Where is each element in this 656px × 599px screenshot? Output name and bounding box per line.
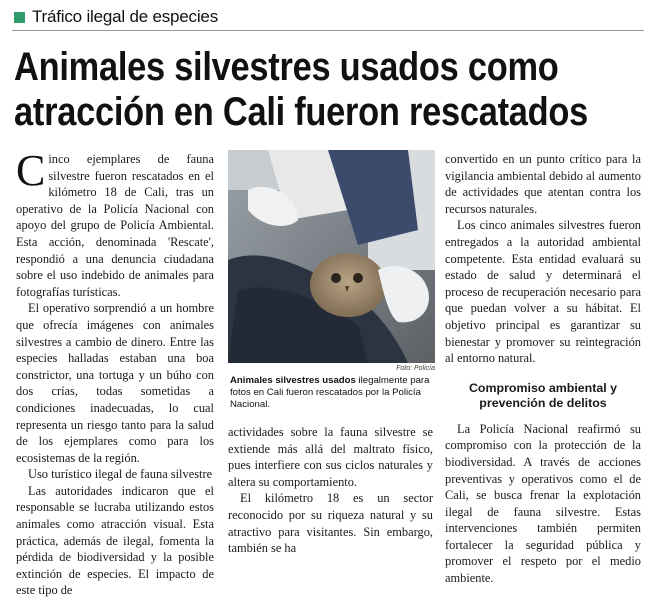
article-column-3 [445, 151, 641, 587]
drop-cap: C [16, 146, 46, 195]
paragraph-7: convertido en un punto crítico para la vigilancia ambiental debido al aumento de actividades que atentan contra los recursos naturales. [445, 152, 641, 216]
photo-credit: Foto: Policía [396, 365, 435, 372]
paragraph-1: inco ejemplares de fauna silvestre fueron rescatados en el kilómetro 18 de Cali, tras un operativo de la Policía Nacional con apoyo del grupo de Policía Ambiental. Esta acción, denominada 'Rescate', respondió a una denuncia ciudadana sobre el uso indebido de animales para fotografías turísticas. [16, 152, 214, 299]
section-header [14, 6, 218, 28]
paragraph-5: actividades sobre la fauna silvestre se extiende más allá del maltrato físico, pues interfiere con sus ciclos naturales y altera su comportamiento. [228, 425, 433, 489]
photo-caption [230, 375, 435, 411]
article-photo [228, 150, 435, 363]
paragraph-8: Los cinco animales silvestres fueron entregados a la autoridad ambiental competente. Esta entidad evaluará su estado de salud y determinará el proceso de recuperación necesario para que puedan volver a su hábitat. El objetivo principal es garantizar su bienestar y promover su reintegración al entorno natural. [445, 218, 641, 366]
caption-text: ilegalmente para fotos en Cali fueron rescatados por la Policía Nacional. [230, 375, 430, 410]
paragraph-3: Uso turístico ilegal de fauna silvestre [28, 467, 213, 482]
article-column-2 [228, 424, 433, 557]
paragraph-6: El kilómetro 18 es un sector reconocido por su riqueza natural y su atractivo para visitantes. Sin embargo, también se ha [228, 491, 433, 556]
paragraph-2: El operativo sorprendió a un hombre que ofrecía imágenes con animales silvestres a cambio de dinero. Entre las especies halladas estaban una boa constrictor, una tortuga y un búho con dos crías, todas sometidas a condiciones inadecuadas, lo cual representa un riesgo tanto para la salud de los ejemplares como para los ecosistemas de la región. [16, 301, 214, 465]
article-column-1 [16, 146, 214, 599]
paragraph-4: Las autoridades indicaron que el responsable se lucraba utilizando estos animales como atracción visual. Esta práctica, además de ilegal, fomenta la pérdida de biodiversidad y la posible extinción de especies. El impacto de este tipo de [16, 483, 214, 598]
section-label: Tráfico ilegal de especies [32, 7, 218, 26]
paragraph-9: La Policía Nacional reafirmó su compromiso con la protección de la biodiversidad. A través de acciones preventivas y operativos como el de Cali, se busca frenar la explotación ilegal de fauna silvestre. Estas intervenciones también permiten fortalecer la seguridad pública y promover el respeto por el medio ambiente. [445, 421, 641, 586]
caption-bold: Animales silvestres usados [230, 375, 356, 386]
subheading: Compromiso ambiental y prevención de delitos [468, 380, 618, 410]
headline [14, 45, 589, 135]
headline-line-1: Animales silvestres usados como [14, 45, 559, 89]
headline-line-2: atracción en Cali fueron rescatados [14, 90, 589, 134]
section-square-icon [14, 12, 25, 23]
section-divider [12, 30, 644, 31]
